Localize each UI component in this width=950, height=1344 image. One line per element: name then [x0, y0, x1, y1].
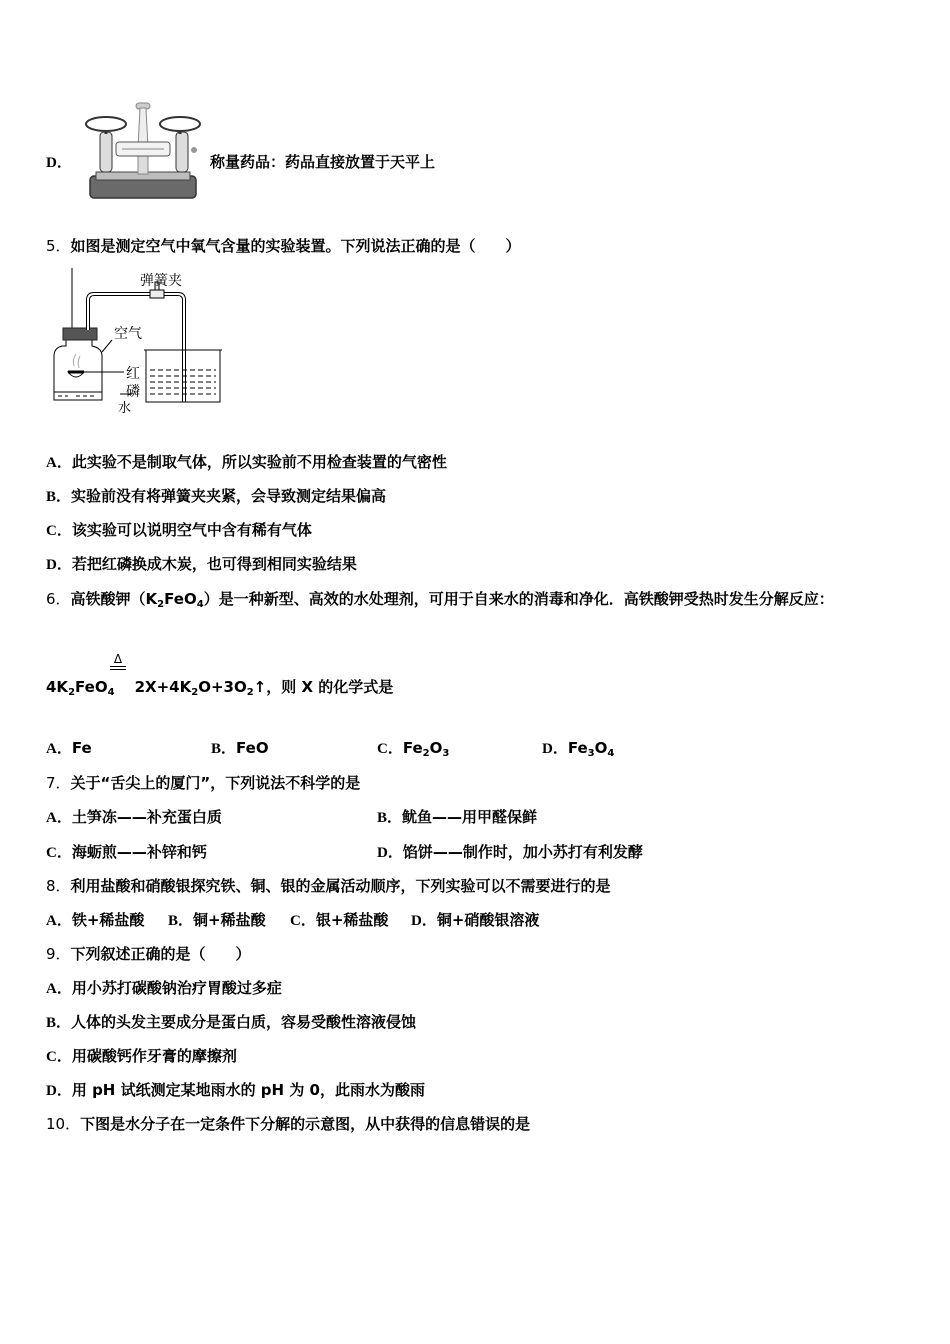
q6-equation: $4K_2FeO_4$ $2X+4K_2O+3O_2↑$，则 X 的化学式是 [46, 678, 394, 698]
q7-option-c: C．海蛎煎——补锌和钙 [46, 843, 207, 861]
reaction-condition-heat: Δ [110, 654, 126, 670]
q5-option-d: D．若把红磷换成木炭，也可得到相同实验结果 [46, 555, 357, 573]
q9-option-d: D．用 pH 试纸测定某地雨水的 pH 为 0，此雨水为酸雨 [46, 1081, 425, 1099]
q8-option-b: B．铜+稀盐酸 [168, 911, 266, 929]
q10-stem: 10．下图是水分子在一定条件下分解的示意图，从中获得的信息错误的是 [46, 1115, 531, 1133]
label-red-2: 磷 [126, 384, 140, 400]
q5-option-b: B．实验前没有将弹簧夹夹紧，会导致测定结果偏高 [46, 487, 387, 505]
question-text: 如图是测定空气中氧气含量的实验装置。下列说法正确的是（ ） [70, 237, 521, 255]
q7-option-a: A．土笋冻——补充蛋白质 [46, 808, 222, 826]
q9-option-a: A．用小苏打碳酸钠治疗胃酸过多症 [46, 979, 282, 997]
q6-option-b: B．FeO [211, 739, 269, 757]
label-red-1: 红 [126, 366, 140, 382]
q6-option-d: D．$Fe_3O_4$ [542, 739, 615, 759]
q7-option-b: B．鱿鱼——用甲醛保鲜 [377, 808, 538, 826]
balance-scale-icon [80, 98, 206, 206]
q6-stem: 6．高铁酸钾$(K_2FeO_4)$是一种新型、高效的水处理剂，可用于自来水的消毒和净化．高铁酸钾受热时发生分解反应： [46, 590, 834, 610]
label-spring-clip: 弹簧夹 [140, 273, 182, 289]
q5-option-c: C．该实验可以说明空气中含有稀有气体 [46, 521, 312, 539]
q9-option-b: B．人体的头发主要成分是蛋白质，容易受酸性溶液侵蚀 [46, 1013, 417, 1031]
q5-stem [46, 236, 521, 256]
q7-option-d: D．馅饼——制作时，加小苏打有利发酵 [377, 843, 643, 861]
q4-option-d [46, 152, 72, 173]
q8-option-d: D．铜+硝酸银溶液 [411, 911, 540, 929]
label-water: 水 [118, 401, 132, 416]
q9-stem: 9．下列叙述正确的是（ ） [46, 945, 251, 963]
q8-option-a: A．铁+稀盐酸 [46, 911, 145, 929]
q4-option-d-text: 称量药品：药品直接放置于天平上 [210, 153, 436, 171]
q8-stem: 8．利用盐酸和硝酸银探究铁、铜、银的金属活动顺序，下列实验可以不需要进行的是 [46, 877, 611, 895]
q8-option-c: C．银+稀盐酸 [290, 911, 389, 929]
q6-option-c: C．$Fe_2O_3$ [377, 739, 450, 759]
label-air: 空气 [114, 326, 142, 342]
q6-option-a: A．Fe [46, 739, 92, 757]
question-number: 5． [46, 237, 71, 255]
option-label: D． [46, 155, 72, 171]
q7-stem: 7．关于“舌尖上的厦门”，下列说法不科学的是 [46, 774, 361, 792]
q9-option-c: C．用碳酸钙作牙膏的摩擦剂 [46, 1047, 237, 1065]
q5-option-a: A．此实验不是制取气体，所以实验前不用检查装置的气密性 [46, 453, 447, 471]
